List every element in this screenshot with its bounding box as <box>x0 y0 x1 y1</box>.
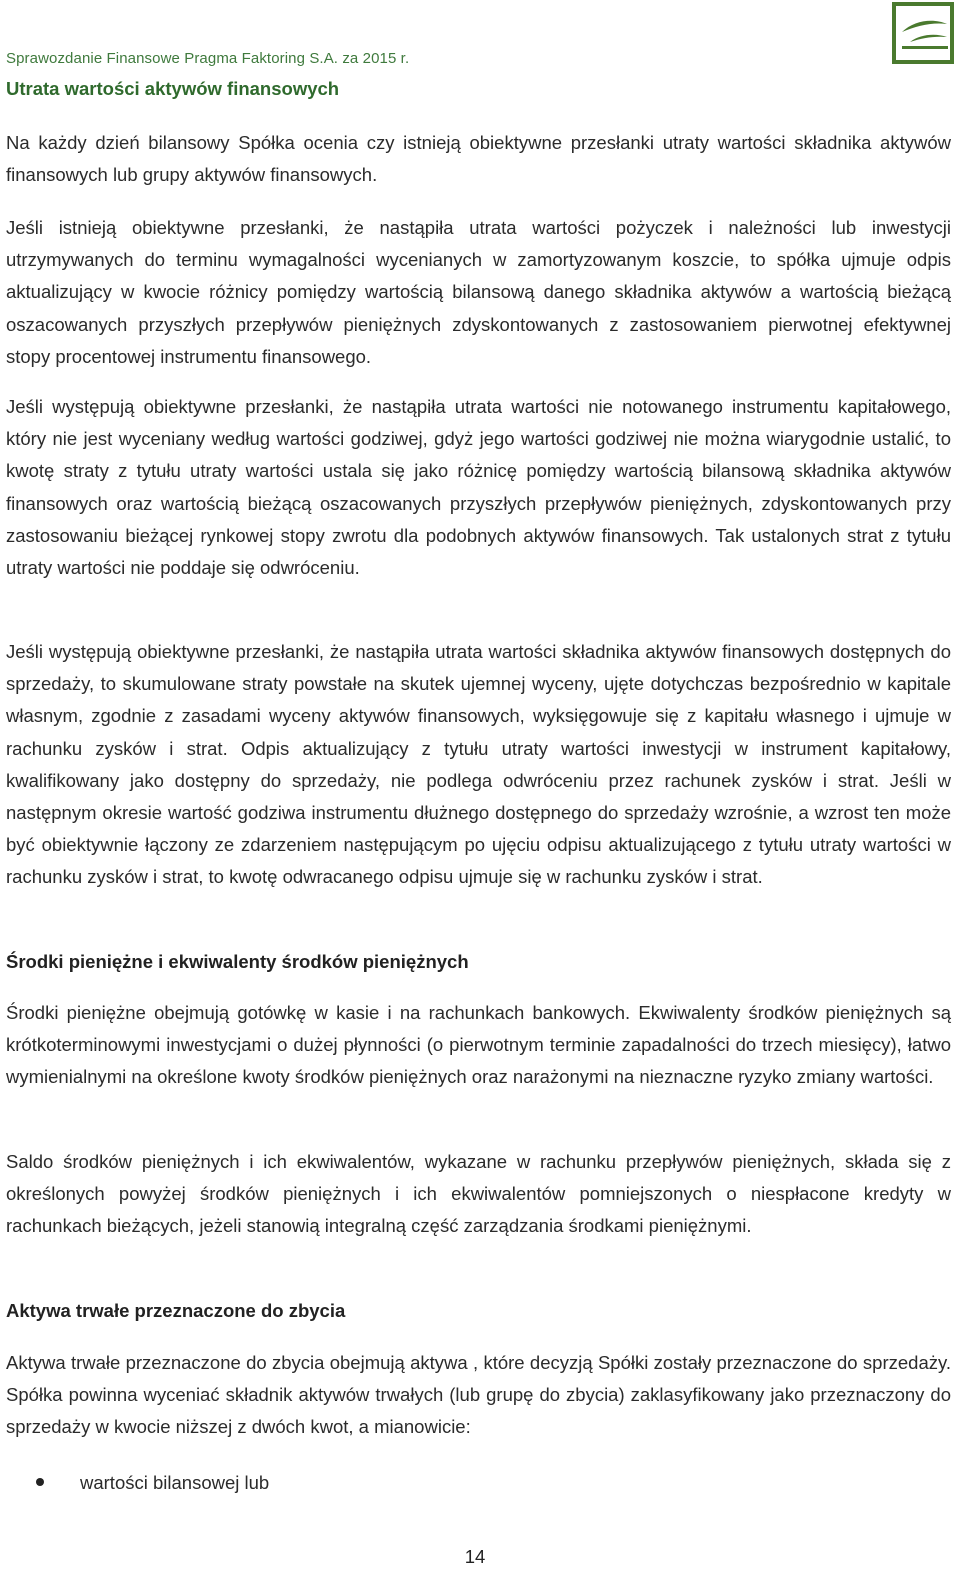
assets-bullet-item: wartości bilansowej lub <box>80 1472 270 1493</box>
pragma-logo-icon <box>892 2 954 64</box>
cash-heading: Środki pieniężne i ekwiwalenty środków pieniężnych <box>6 951 469 972</box>
page-number: 14 <box>464 1546 486 1567</box>
bullet-icon <box>36 1478 44 1486</box>
cash-paragraph-1: Środki pieniężne obejmują gotówkę w kasie i na rachunkach bankowych. Ekwiwalenty środków pieniężnych są krótkoterminowymi inwestycjami o dużej płynności (o pierwotnym terminie zapadalności do trzech miesięcy), łatwo wymienialnymi na określone kwoty środków pieniężnych oraz narażonymi na nieznaczne ryzyko zmiany wartości. <box>6 1002 951 1088</box>
impairment-paragraph-2: Jeśli istnieją obiektywne przesłanki, że nastąpiła utrata wartości pożyczek i należności lub inwestycji utrzymywanych do terminu wymagalności wycenianych w zamortyzowanym koszcie, to spółka ujmuje odpis aktualizujący w kwocie różnicy pomiędzy wartością bilansową danego składnika aktywów a wartością bieżącą oszacowanych przyszłych przepływów pieniężnych zdyskontowanych z zastosowaniem pierwotnej efektywnej stopy procentowej instrumentu finansowego. <box>6 217 951 367</box>
assets-paragraph-1: Aktywa trwałe przeznaczone do zbycia obejmują aktywa , które decyzją Spółki zostały przeznaczone do sprzedaży. Spółka powinna wyceniać składnik aktywów trwałych (lub grupę do zbycia) zaklasyfikowany jako przeznaczony do sprzedaży w kwocie niższej z dwóch kwot, a mianowicie: <box>6 1352 951 1438</box>
impairment-paragraph-4: Jeśli występują obiektywne przesłanki, że nastąpiła utrata wartości składnika aktywów finansowych dostępnych do sprzedaży, to skumulowane straty powstałe na skutek ujemnej wyceny, ujęte dotychczas bezpośrednio w kapitale własnym, zgodnie z zasadami wyceny aktywów finansowych, wyksięgowuje się z kapitału własnego i ujmuje w rachunku zysków i strat. Odpis aktualizujący z tytułu utraty wartości inwestycji w instrument kapitałowy, kwalifikowany jako dostępny do sprzedaży, nie podlega odwróceniu przez rachunek zysków i strat. Jeśli w następnym okresie wartość godziwa instrumentu dłużnego dostępnego do sprzedaży wzrośnie, a wzrost ten może być obiektywnie łączony ze zdarzeniem następującym po ujęciu odpisu aktualizującego z tytułu utraty wartości w rachunku zysków i strat, to kwotę odwracanego odpisu ujmuje się w rachunku zysków i strat. <box>6 641 951 888</box>
assets-heading: Aktywa trwałe przeznaczone do zbycia <box>6 1300 346 1321</box>
impairment-paragraph-1: Na każdy dzień bilansowy Spółka ocenia czy istnieją obiektywne przesłanki utraty wartości składnika aktywów finansowych lub grupy aktywów finansowych. <box>6 132 951 186</box>
document-header-title: Sprawozdanie Finansowe Pragma Faktoring S.A. za 2015 r. <box>6 50 410 67</box>
cash-paragraph-2: Saldo środków pieniężnych i ich ekwiwalentów, wykazane w rachunku przepływów pieniężnych, składa się z określonych powyżej środków pieniężnych i ich ekwiwalentów pomniejszonych o niespłacone kredyty w rachunkach bieżących, jeżeli stanowią integralną część zarządzania środkami pieniężnymi. <box>6 1151 951 1237</box>
impairment-heading: Utrata wartości aktywów finansowych <box>6 78 340 99</box>
impairment-paragraph-3: Jeśli występują obiektywne przesłanki, że nastąpiła utrata wartości nie notowanego instrumentu kapitałowego, który nie jest wyceniany według wartości godziwej, gdyż jego wartości godziwej nie można wiarygodnie ustalić, to kwotę straty z tytułu utraty wartości ustala się jako różnicę pomiędzy wartością bilansową składnika aktywów finansowych oraz wartością bieżącą oszacowanych przyszłych przepływów pieniężnych, zdyskontowanych przy zastosowaniu bieżącej rynkowej stopy zwrotu dla podobnych aktywów finansowych. Tak ustalonych strat z tytułu utraty wartości nie poddaje się odwróceniu. <box>6 396 951 579</box>
